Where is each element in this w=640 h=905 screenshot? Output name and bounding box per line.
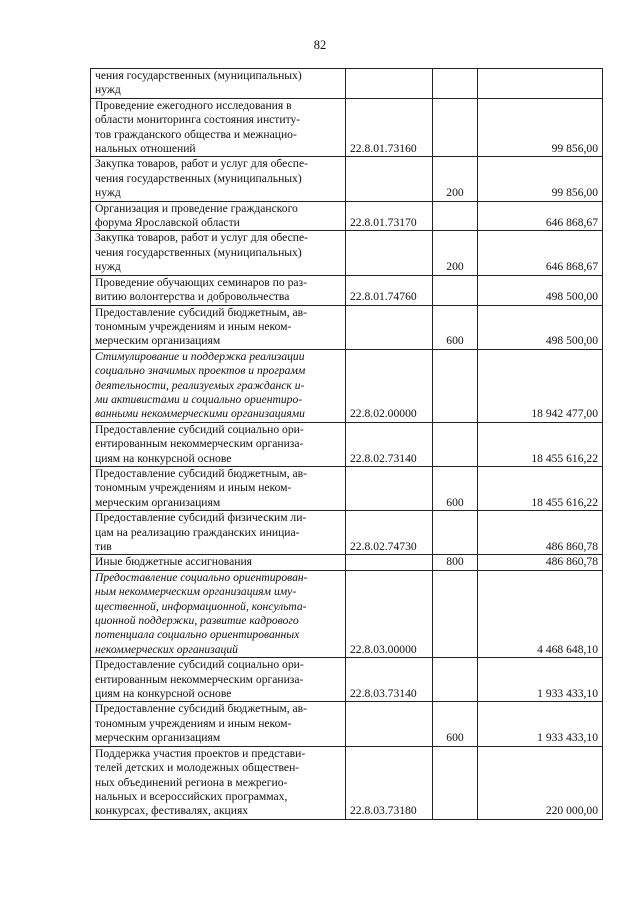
row-code-cell xyxy=(346,69,433,99)
row-name-cell: Предоставление субсидий физическим ли- цам на реализацию гражданских инициа- тив xyxy=(91,511,346,555)
row-expense-type-cell xyxy=(433,511,478,555)
row-expense-type-cell xyxy=(433,422,478,466)
row-code-cell: 22.8.01.73160 xyxy=(346,98,433,157)
row-code-cell: 22.8.01.74760 xyxy=(346,275,433,305)
row-expense-type-cell xyxy=(433,275,478,305)
row-name-cell: Предоставление субсидий бюджетным, ав- тономным учреждениям и иным неком- мерческим организациям xyxy=(91,305,346,349)
row-name-cell: Предоставление субсидий бюджетным, ав- тономным учреждениям и иным неком- мерческим организациям xyxy=(91,466,346,510)
row-code-cell xyxy=(346,466,433,510)
row-name-cell: Закупка товаров, работ и услуг для обеспе- чения государственных (муниципальных) нужд xyxy=(91,157,346,201)
row-sum-cell: 646 868,67 xyxy=(478,201,603,231)
row-code-cell: 22.8.02.00000 xyxy=(346,349,433,422)
row-name-cell: Стимулирование и поддержка реализации социально значимых проектов и программ деятельности, реализуемых гражданск и- ми активистами и социально ориентиро- ванными некоммерческими организациями xyxy=(91,349,346,422)
row-sum-cell: 220 000,00 xyxy=(478,746,603,819)
row-code-cell xyxy=(346,231,433,275)
table-row xyxy=(91,570,603,657)
table-row xyxy=(91,69,603,99)
row-name-cell: Закупка товаров, работ и услуг для обеспе- чения государственных (муниципальных) нужд xyxy=(91,231,346,275)
row-name-cell: Поддержка участия проектов и представи- телей детских и молодежных обществен- ных объединений региона в межрегио- нальных и всероссийских программах, конкурсах, фестивалях, акциях xyxy=(91,746,346,819)
row-expense-type-cell xyxy=(433,746,478,819)
table-row xyxy=(91,305,603,349)
row-name-cell: Предоставление социально ориентирован- ным некоммерческим организациям иму- щественной, информационной, консульта- ционной поддержки, развитие кадрового потенциала социально ориентированных некоммерческих организаций xyxy=(91,570,346,657)
row-sum-cell: 1 933 433,10 xyxy=(478,702,603,746)
table-row xyxy=(91,422,603,466)
row-sum-cell: 486 860,78 xyxy=(478,555,603,570)
row-sum-cell: 18 455 616,22 xyxy=(478,422,603,466)
row-code-cell: 22.8.01.73170 xyxy=(346,201,433,231)
row-code-cell: 22.8.02.73140 xyxy=(346,422,433,466)
row-expense-type-cell: 600 xyxy=(433,702,478,746)
row-expense-type-cell xyxy=(433,69,478,99)
row-expense-type-cell: 600 xyxy=(433,305,478,349)
row-sum-cell: 18 942 477,00 xyxy=(478,349,603,422)
table-row xyxy=(91,466,603,510)
row-name-cell: Предоставление субсидий бюджетным, ав- тономным учреждениям и иным неком- мерческим организациям xyxy=(91,702,346,746)
table-row xyxy=(91,231,603,275)
row-expense-type-cell: 800 xyxy=(433,555,478,570)
row-sum-cell: 18 455 616,22 xyxy=(478,466,603,510)
row-name-cell: Проведение ежегодного исследования в области мониторинга состояния институ- тов гражданского общества и межнацио- нальных отношений xyxy=(91,98,346,157)
row-code-cell xyxy=(346,157,433,201)
row-sum-cell xyxy=(478,69,603,99)
row-sum-cell: 498 500,00 xyxy=(478,305,603,349)
row-code-cell: 22.8.03.73180 xyxy=(346,746,433,819)
budget-table-body xyxy=(91,69,603,820)
row-expense-type-cell xyxy=(433,658,478,702)
row-expense-type-cell: 200 xyxy=(433,231,478,275)
table-row xyxy=(91,157,603,201)
row-expense-type-cell: 600 xyxy=(433,466,478,510)
row-code-cell xyxy=(346,305,433,349)
row-code-cell xyxy=(346,555,433,570)
row-expense-type-cell xyxy=(433,349,478,422)
row-name-cell: Предоставление субсидий социально ори- ентированным некоммерческим организа- циям на конкурсной основе xyxy=(91,422,346,466)
page-number: 82 xyxy=(313,38,327,52)
row-expense-type-cell xyxy=(433,570,478,657)
table-row xyxy=(91,555,603,570)
row-name-cell: Иные бюджетные ассигнования xyxy=(91,555,346,570)
row-code-cell: 22.8.03.73140 xyxy=(346,658,433,702)
table-row xyxy=(91,275,603,305)
row-code-cell: 22.8.03.00000 xyxy=(346,570,433,657)
row-sum-cell: 4 468 648,10 xyxy=(478,570,603,657)
row-sum-cell: 99 856,00 xyxy=(478,98,603,157)
budget-table xyxy=(90,68,603,820)
row-sum-cell: 646 868,67 xyxy=(478,231,603,275)
row-sum-cell: 1 933 433,10 xyxy=(478,658,603,702)
table-row xyxy=(91,201,603,231)
row-name-cell: Проведение обучающих семинаров по раз- витию волонтерства и добровольчества xyxy=(91,275,346,305)
row-name-cell: Организация и проведение гражданского форума Ярославской области xyxy=(91,201,346,231)
row-sum-cell: 486 860,78 xyxy=(478,511,603,555)
table-row xyxy=(91,98,603,157)
row-expense-type-cell xyxy=(433,201,478,231)
row-code-cell: 22.8.02.74730 xyxy=(346,511,433,555)
table-row xyxy=(91,702,603,746)
row-expense-type-cell xyxy=(433,98,478,157)
row-sum-cell: 99 856,00 xyxy=(478,157,603,201)
table-row xyxy=(91,511,603,555)
row-name-cell: Предоставление субсидий социально ори- ентированным некоммерческим организа- циям на конкурсной основе xyxy=(91,658,346,702)
row-code-cell xyxy=(346,702,433,746)
row-name-cell: чения государственных (муниципальных) нужд xyxy=(91,69,346,99)
table-row xyxy=(91,349,603,422)
table-row xyxy=(91,746,603,819)
row-expense-type-cell: 200 xyxy=(433,157,478,201)
table-row xyxy=(91,658,603,702)
row-sum-cell: 498 500,00 xyxy=(478,275,603,305)
